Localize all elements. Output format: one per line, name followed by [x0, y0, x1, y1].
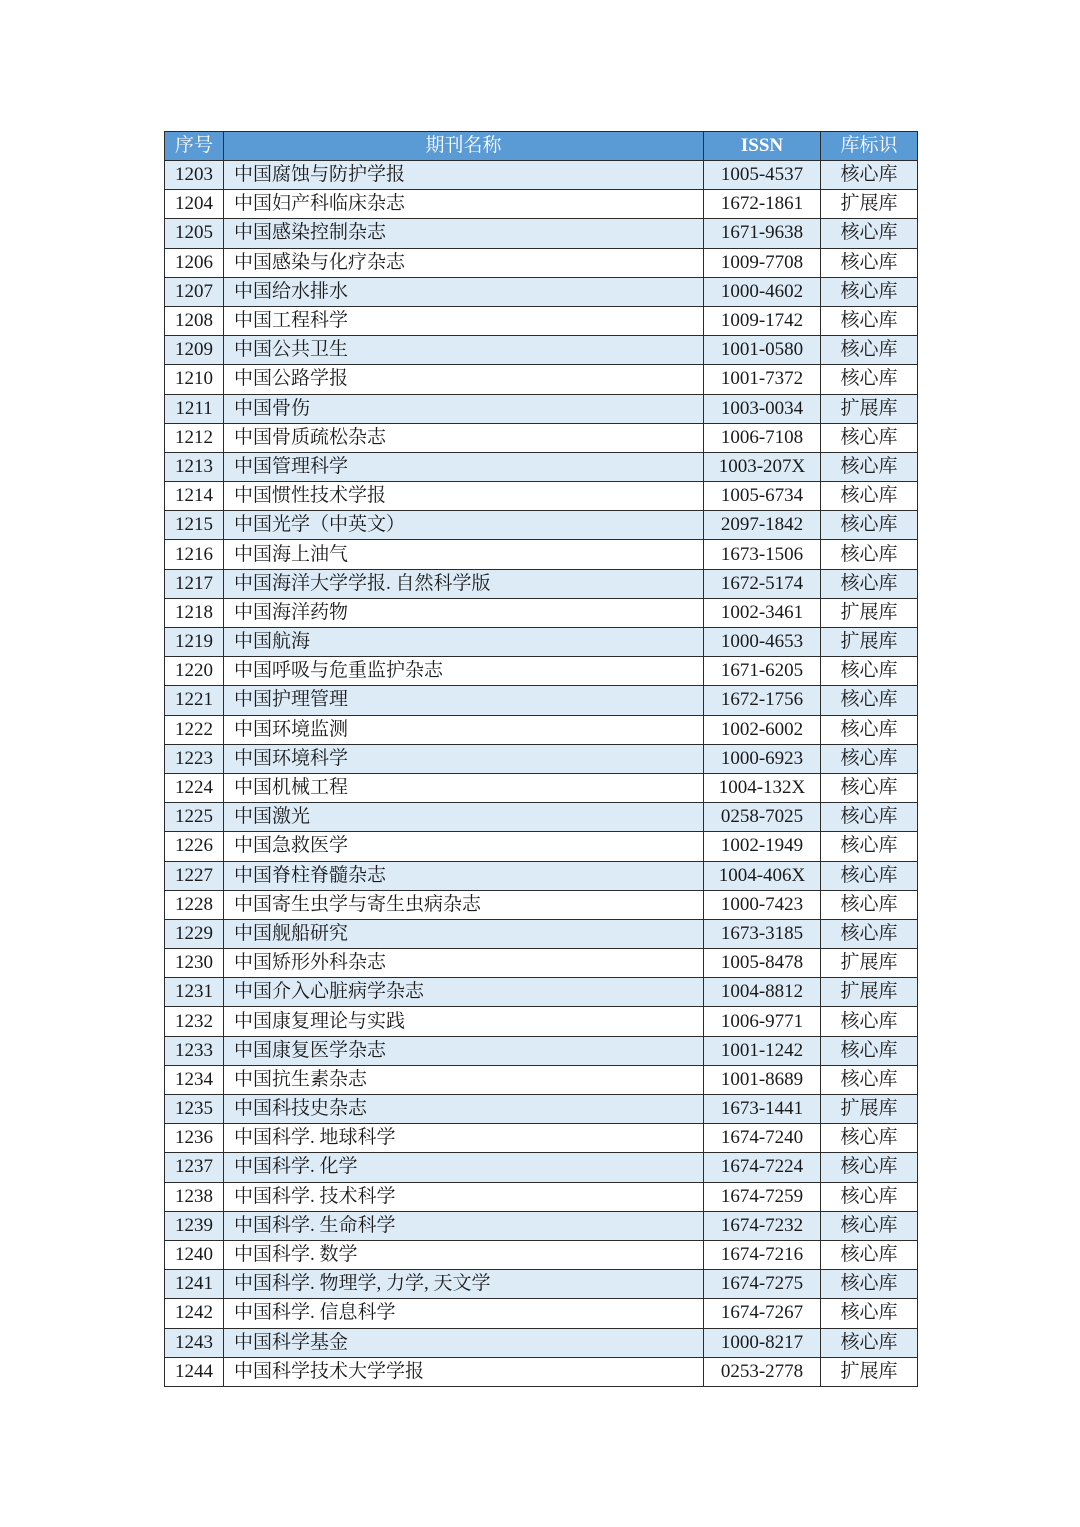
issn-cell: 1005-8478 [704, 949, 821, 978]
issn-cell: 1002-3461 [704, 598, 821, 627]
database-tag-cell: 扩展库 [821, 1095, 918, 1124]
table-row [165, 1328, 918, 1357]
table-row [165, 598, 918, 627]
database-tag-cell: 核心库 [821, 365, 918, 394]
table-row [165, 773, 918, 802]
issn-cell: 1672-1756 [704, 686, 821, 715]
serial-number-cell: 1209 [165, 336, 224, 365]
journal-name-cell: 中国寄生虫学与寄生虫病杂志 [224, 890, 704, 919]
table-row [165, 336, 918, 365]
issn-cell: 1001-1242 [704, 1036, 821, 1065]
database-tag-cell: 核心库 [821, 1211, 918, 1240]
journal-name-cell: 中国激光 [224, 803, 704, 832]
journal-name-cell: 中国科技史杂志 [224, 1095, 704, 1124]
table-row [165, 1153, 918, 1182]
serial-number-cell: 1216 [165, 540, 224, 569]
journal-name-cell: 中国感染与化疗杂志 [224, 248, 704, 277]
issn-cell: 1673-1506 [704, 540, 821, 569]
journal-name-cell: 中国公共卫生 [224, 336, 704, 365]
journal-name-cell: 中国脊柱脊髓杂志 [224, 861, 704, 890]
table-row [165, 1124, 918, 1153]
journal-name-cell: 中国抗生素杂志 [224, 1065, 704, 1094]
table-row [165, 1036, 918, 1065]
serial-number-cell: 1225 [165, 803, 224, 832]
table-row [165, 452, 918, 481]
issn-cell: 1674-7267 [704, 1299, 821, 1328]
database-tag-cell: 核心库 [821, 336, 918, 365]
serial-number-cell: 1239 [165, 1211, 224, 1240]
table-row [165, 628, 918, 657]
journal-name-cell: 中国科学. 物理学, 力学, 天文学 [224, 1270, 704, 1299]
table-row [165, 1182, 918, 1211]
serial-number-cell: 1233 [165, 1036, 224, 1065]
issn-cell: 1671-9638 [704, 219, 821, 248]
database-tag-cell: 核心库 [821, 248, 918, 277]
journal-name-cell: 中国介入心脏病学杂志 [224, 978, 704, 1007]
issn-cell: 1001-7372 [704, 365, 821, 394]
serial-number-cell: 1217 [165, 569, 224, 598]
journal-name-cell: 中国海上油气 [224, 540, 704, 569]
serial-number-cell: 1204 [165, 190, 224, 219]
serial-number-cell: 1226 [165, 832, 224, 861]
issn-cell: 1673-1441 [704, 1095, 821, 1124]
table-row [165, 744, 918, 773]
database-tag-cell: 核心库 [821, 861, 918, 890]
database-tag-cell: 核心库 [821, 219, 918, 248]
issn-cell: 1000-8217 [704, 1328, 821, 1357]
table-row [165, 1095, 918, 1124]
header-issn: ISSN [704, 132, 821, 161]
serial-number-cell: 1207 [165, 277, 224, 306]
journal-name-cell: 中国呼吸与危重监护杂志 [224, 657, 704, 686]
issn-cell: 1001-0580 [704, 336, 821, 365]
journal-name-cell: 中国惯性技术学报 [224, 482, 704, 511]
database-tag-cell: 核心库 [821, 744, 918, 773]
table-row [165, 277, 918, 306]
table-row [165, 978, 918, 1007]
journal-name-cell: 中国环境科学 [224, 744, 704, 773]
serial-number-cell: 1222 [165, 715, 224, 744]
issn-cell: 1000-7423 [704, 890, 821, 919]
journal-name-cell: 中国公路学报 [224, 365, 704, 394]
database-tag-cell: 核心库 [821, 452, 918, 481]
journal-name-cell: 中国骨伤 [224, 394, 704, 423]
serial-number-cell: 1221 [165, 686, 224, 715]
database-tag-cell: 扩展库 [821, 1357, 918, 1386]
issn-cell: 1001-8689 [704, 1065, 821, 1094]
header-serial-number: 序号 [165, 132, 224, 161]
database-tag-cell: 扩展库 [821, 628, 918, 657]
issn-cell: 1005-4537 [704, 161, 821, 190]
database-tag-cell: 核心库 [821, 161, 918, 190]
issn-cell: 1000-4653 [704, 628, 821, 657]
serial-number-cell: 1210 [165, 365, 224, 394]
journal-name-cell: 中国科学. 化学 [224, 1153, 704, 1182]
database-tag-cell: 核心库 [821, 1124, 918, 1153]
serial-number-cell: 1219 [165, 628, 224, 657]
database-tag-cell: 核心库 [821, 832, 918, 861]
database-tag-cell: 核心库 [821, 803, 918, 832]
serial-number-cell: 1228 [165, 890, 224, 919]
database-tag-cell: 核心库 [821, 569, 918, 598]
serial-number-cell: 1214 [165, 482, 224, 511]
table-row [165, 1240, 918, 1269]
table-row [165, 715, 918, 744]
journal-name-cell: 中国科学基金 [224, 1328, 704, 1357]
serial-number-cell: 1229 [165, 919, 224, 948]
database-tag-cell: 扩展库 [821, 394, 918, 423]
table-row [165, 1007, 918, 1036]
issn-cell: 1674-7232 [704, 1211, 821, 1240]
serial-number-cell: 1211 [165, 394, 224, 423]
journal-name-cell: 中国康复医学杂志 [224, 1036, 704, 1065]
table-row [165, 890, 918, 919]
journal-name-cell: 中国腐蚀与防护学报 [224, 161, 704, 190]
issn-cell: 1674-7240 [704, 1124, 821, 1153]
journal-name-cell: 中国舰船研究 [224, 919, 704, 948]
journal-name-cell: 中国科学. 地球科学 [224, 1124, 704, 1153]
journal-name-cell: 中国机械工程 [224, 773, 704, 802]
header-journal-name: 期刊名称 [224, 132, 704, 161]
issn-cell: 1009-7708 [704, 248, 821, 277]
issn-cell: 1674-7259 [704, 1182, 821, 1211]
journal-name-cell: 中国护理管理 [224, 686, 704, 715]
database-tag-cell: 核心库 [821, 511, 918, 540]
table-row [165, 306, 918, 335]
journal-name-cell: 中国科学. 信息科学 [224, 1299, 704, 1328]
database-tag-cell: 核心库 [821, 540, 918, 569]
table-row [165, 949, 918, 978]
serial-number-cell: 1232 [165, 1007, 224, 1036]
issn-cell: 1002-6002 [704, 715, 821, 744]
table-row [165, 482, 918, 511]
serial-number-cell: 1224 [165, 773, 224, 802]
serial-number-cell: 1218 [165, 598, 224, 627]
serial-number-cell: 1243 [165, 1328, 224, 1357]
serial-number-cell: 1230 [165, 949, 224, 978]
database-tag-cell: 核心库 [821, 890, 918, 919]
table-body [165, 161, 918, 1387]
issn-cell: 1004-8812 [704, 978, 821, 1007]
table-row [165, 394, 918, 423]
journal-name-cell: 中国环境监测 [224, 715, 704, 744]
issn-cell: 1002-1949 [704, 832, 821, 861]
issn-cell: 1004-132X [704, 773, 821, 802]
journal-name-cell: 中国给水排水 [224, 277, 704, 306]
serial-number-cell: 1242 [165, 1299, 224, 1328]
journal-name-cell: 中国海洋药物 [224, 598, 704, 627]
database-tag-cell: 核心库 [821, 1153, 918, 1182]
issn-cell: 1671-6205 [704, 657, 821, 686]
serial-number-cell: 1236 [165, 1124, 224, 1153]
serial-number-cell: 1205 [165, 219, 224, 248]
journal-name-cell: 中国科学技术大学学报 [224, 1357, 704, 1386]
issn-cell: 2097-1842 [704, 511, 821, 540]
serial-number-cell: 1235 [165, 1095, 224, 1124]
issn-cell: 1005-6734 [704, 482, 821, 511]
database-tag-cell: 核心库 [821, 277, 918, 306]
serial-number-cell: 1240 [165, 1240, 224, 1269]
journal-name-cell: 中国骨质疏松杂志 [224, 423, 704, 452]
database-tag-cell: 核心库 [821, 1328, 918, 1357]
journal-name-cell: 中国急救医学 [224, 832, 704, 861]
database-tag-cell: 核心库 [821, 423, 918, 452]
serial-number-cell: 1220 [165, 657, 224, 686]
table-row [165, 219, 918, 248]
database-tag-cell: 核心库 [821, 1065, 918, 1094]
database-tag-cell: 核心库 [821, 1299, 918, 1328]
serial-number-cell: 1213 [165, 452, 224, 481]
serial-number-cell: 1237 [165, 1153, 224, 1182]
table-row [165, 832, 918, 861]
issn-cell: 1674-7224 [704, 1153, 821, 1182]
serial-number-cell: 1231 [165, 978, 224, 1007]
database-tag-cell: 核心库 [821, 482, 918, 511]
table-row [165, 657, 918, 686]
serial-number-cell: 1215 [165, 511, 224, 540]
database-tag-cell: 扩展库 [821, 978, 918, 1007]
serial-number-cell: 1244 [165, 1357, 224, 1386]
journal-name-cell: 中国康复理论与实践 [224, 1007, 704, 1036]
database-tag-cell: 核心库 [821, 1007, 918, 1036]
database-tag-cell: 核心库 [821, 1270, 918, 1299]
journal-name-cell: 中国光学（中英文） [224, 511, 704, 540]
journal-name-cell: 中国妇产科临床杂志 [224, 190, 704, 219]
serial-number-cell: 1241 [165, 1270, 224, 1299]
journal-name-cell: 中国科学. 数学 [224, 1240, 704, 1269]
table-row [165, 1211, 918, 1240]
issn-cell: 1006-9771 [704, 1007, 821, 1036]
database-tag-cell: 核心库 [821, 306, 918, 335]
table-row [165, 569, 918, 598]
journal-name-cell: 中国矫形外科杂志 [224, 949, 704, 978]
serial-number-cell: 1212 [165, 423, 224, 452]
table-row [165, 861, 918, 890]
issn-cell: 1003-0034 [704, 394, 821, 423]
table-row [165, 803, 918, 832]
table-row [165, 540, 918, 569]
database-tag-cell: 核心库 [821, 1182, 918, 1211]
database-tag-cell: 核心库 [821, 686, 918, 715]
journal-name-cell: 中国科学. 生命科学 [224, 1211, 704, 1240]
database-tag-cell: 核心库 [821, 919, 918, 948]
issn-cell: 1674-7275 [704, 1270, 821, 1299]
issn-cell: 1000-4602 [704, 277, 821, 306]
table-row [165, 1270, 918, 1299]
issn-cell: 1000-6923 [704, 744, 821, 773]
header-row [165, 132, 918, 161]
journal-list-table [164, 131, 918, 1387]
issn-cell: 0258-7025 [704, 803, 821, 832]
journal-name-cell: 中国管理科学 [224, 452, 704, 481]
issn-cell: 1006-7108 [704, 423, 821, 452]
journal-name-cell: 中国工程科学 [224, 306, 704, 335]
database-tag-cell: 核心库 [821, 1240, 918, 1269]
database-tag-cell: 核心库 [821, 715, 918, 744]
serial-number-cell: 1238 [165, 1182, 224, 1211]
serial-number-cell: 1208 [165, 306, 224, 335]
database-tag-cell: 核心库 [821, 773, 918, 802]
journal-name-cell: 中国科学. 技术科学 [224, 1182, 704, 1211]
serial-number-cell: 1203 [165, 161, 224, 190]
issn-cell: 1672-5174 [704, 569, 821, 598]
issn-cell: 1004-406X [704, 861, 821, 890]
table-row [165, 919, 918, 948]
issn-cell: 1674-7216 [704, 1240, 821, 1269]
issn-cell: 1009-1742 [704, 306, 821, 335]
issn-cell: 0253-2778 [704, 1357, 821, 1386]
table-row [165, 1357, 918, 1386]
table-row [165, 365, 918, 394]
serial-number-cell: 1234 [165, 1065, 224, 1094]
table-row [165, 190, 918, 219]
issn-cell: 1673-3185 [704, 919, 821, 948]
header-database-tag: 库标识 [821, 132, 918, 161]
serial-number-cell: 1223 [165, 744, 224, 773]
issn-cell: 1672-1861 [704, 190, 821, 219]
table-row [165, 511, 918, 540]
table-row [165, 161, 918, 190]
serial-number-cell: 1227 [165, 861, 224, 890]
database-tag-cell: 核心库 [821, 1036, 918, 1065]
table-row [165, 248, 918, 277]
database-tag-cell: 扩展库 [821, 949, 918, 978]
table-row [165, 1299, 918, 1328]
journal-name-cell: 中国航海 [224, 628, 704, 657]
database-tag-cell: 扩展库 [821, 598, 918, 627]
journal-name-cell: 中国海洋大学学报. 自然科学版 [224, 569, 704, 598]
database-tag-cell: 扩展库 [821, 190, 918, 219]
issn-cell: 1003-207X [704, 452, 821, 481]
table-row [165, 1065, 918, 1094]
serial-number-cell: 1206 [165, 248, 224, 277]
journal-name-cell: 中国感染控制杂志 [224, 219, 704, 248]
table-header [165, 132, 918, 161]
table-row [165, 686, 918, 715]
database-tag-cell: 核心库 [821, 657, 918, 686]
table-row [165, 423, 918, 452]
